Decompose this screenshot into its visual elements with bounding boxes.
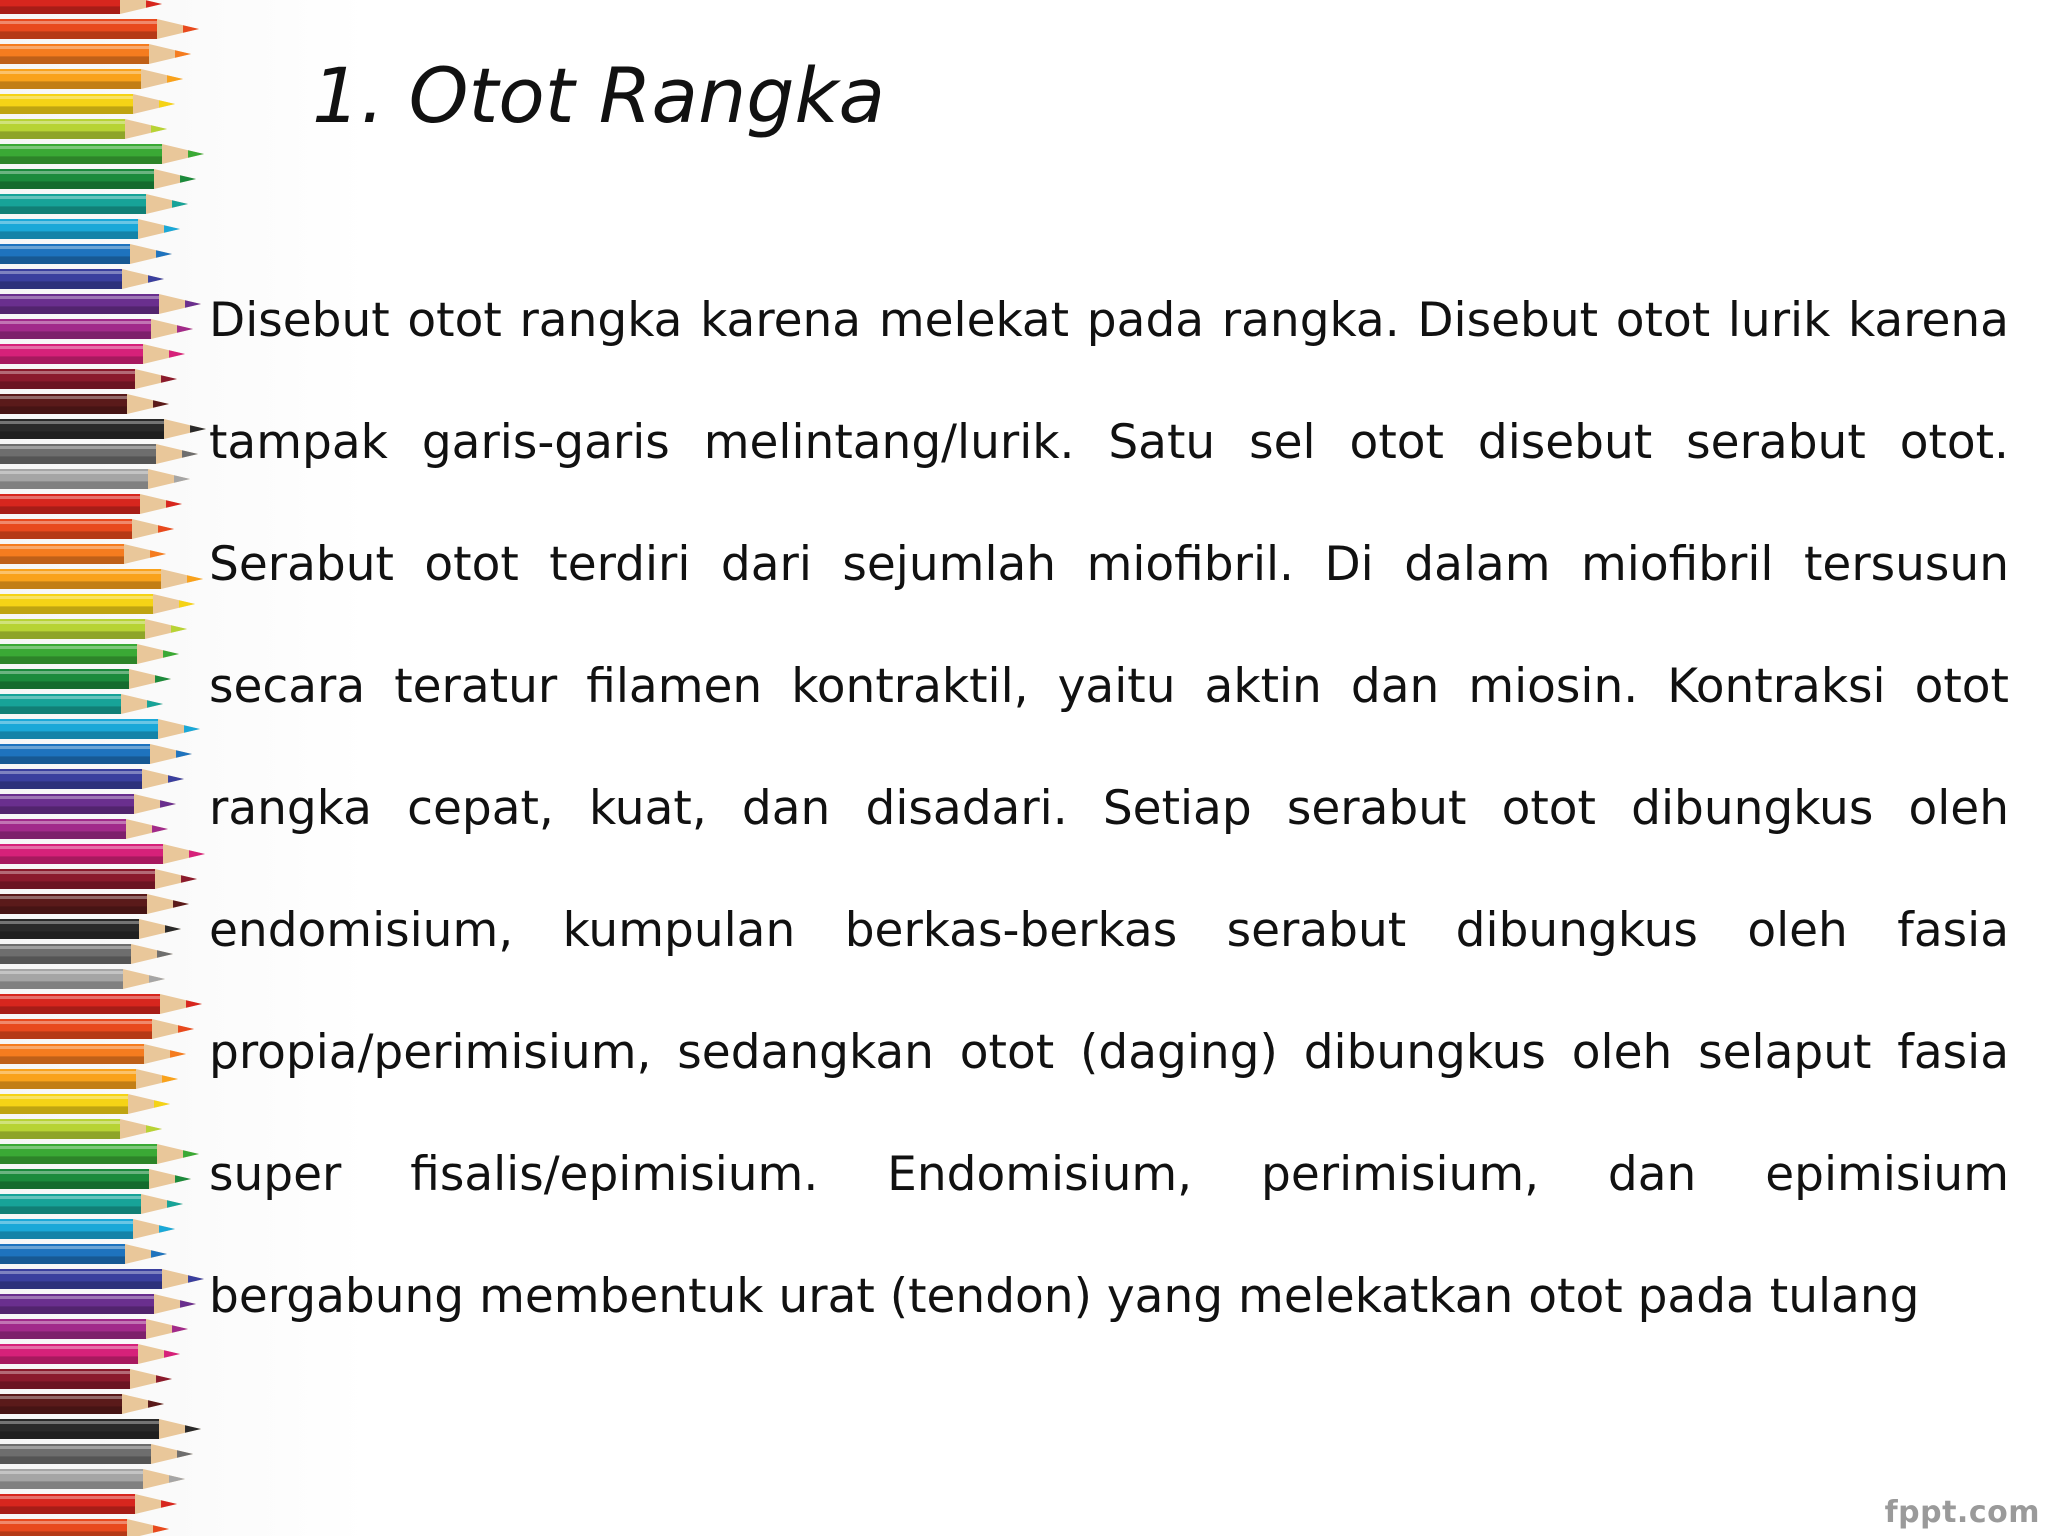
slide-body-text: Disebut otot rangka karena melekat pada rangka. Disebut otot lurik karena tampak garis-garis melintang/lurik. Satu sel otot disebut serabut otot. Serabut otot terdiri dari sejumlah miofibril. Di dalam miofibril tersusun secara teratur filamen kontraktil, yaitu aktin dan miosin. Kontraksi otot rangka cepat, kuat, dan disadari. Setiap serabut otot dibungkus oleh endomisium, kumpulan berkas-berkas serabut dibungkus oleh fasia propia/perimisium, sedangkan otot (daging) dibungkus oleh selaput fasia super fisalis/epimisium. Endomisium, perimisium, dan epimisium bergabung membentuk urat (tendon) yang melekatkan otot pada tulang: [209, 293, 2009, 1324]
slide-title: 1. Otot Rangka: [312, 51, 886, 140]
watermark-logo: fppt.com: [1884, 1495, 2040, 1530]
